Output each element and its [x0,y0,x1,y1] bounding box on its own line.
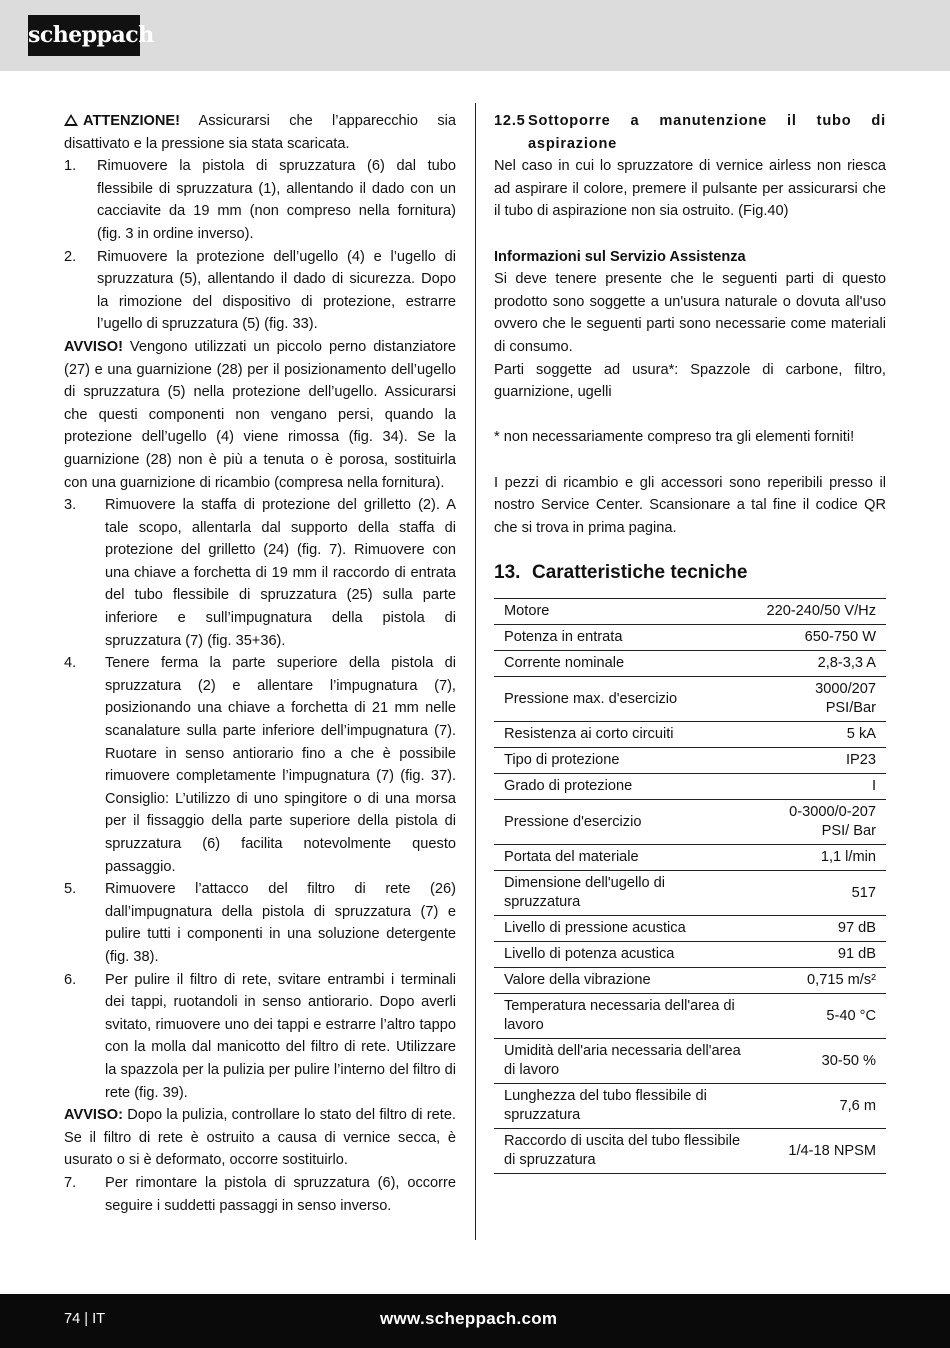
section-12-5-text: Nel caso in cui lo spruzzatore di vernice airless non riesca ad aspirare il colore, premere il pulsante per assicurarsi che il tubo di aspirazione non sia ostruito. (Fig.40) [494,158,886,220]
service-title-text: Informazioni sul Servizio Assistenza [494,248,746,265]
page-footer [0,1294,950,1348]
spec-key: Motore [504,603,550,620]
spec-value: 2,8-3,3 A [817,655,876,672]
step-number: 2. [64,248,77,265]
spec-row [494,845,886,871]
step-text: Rimuovere la staffa di protezione del grilletto (2). A tale scopo, allentarla dal supporto della staffa di protezione del grilletto (24) (fig. 7). Rimuovere con una chiave a forchetta di 19 mm il raccordo di entrata del tubo flessibile di spruzzatura (25) sulla parte inferiore e sull’impugnatura della pistola di spruzzatura (7) (fig. 35+36). [105,497,456,649]
spec-value: 7,6 m [839,1097,876,1114]
spec-key: Lunghezza del tubo flessibile di spruzzatura [504,1088,707,1124]
section-12-5-heading [494,110,886,155]
avviso-paragraph-2 [64,1104,456,1172]
spacer [494,449,886,472]
step-number: 7. [64,1174,77,1191]
spec-value: 650-750 W [804,629,876,646]
spacer [494,404,886,427]
spec-row [494,1129,886,1174]
spec-value: I [871,778,876,795]
step-text: Rimuovere la pistola di spruzzatura (6) dal tubo flessibile di spruzzatura (1), allentando il dado con un cacciavite da 19 mm (non compreso nella fornitura) (fig. 3 in ordine inverso). [97,158,456,242]
right-column [494,110,886,1174]
spec-key: Pressione d'esercizio [504,813,642,830]
spec-row [494,871,886,916]
spacer [494,223,886,246]
spec-row [494,774,886,800]
spec-value: IP23 [845,752,876,769]
spec-value: 220-240/50 V/Hz [766,603,876,620]
footer-url: www.scheppach.com [380,1309,558,1328]
spec-row [494,651,886,677]
section-13-heading [494,561,886,585]
spec-row [494,942,886,968]
step-item [64,1172,456,1217]
steps-list-a [64,155,456,336]
section-title: Sottoporre a manutenzione il tubo di aspirazione [528,113,886,152]
avviso-paragraph-1 [64,336,456,494]
step-text: Rimuovere la protezione dell’ugello (4) e l’ugello di spruzzatura (5), allentando il dado di sicurezza. Dopo la rimozione del dispositivo di protezione, estrarre l’ugello di spruzzatura (5) (fig. 33). [97,248,456,333]
page-header [0,0,950,71]
column-divider [475,103,476,1240]
section-number: 13. [494,562,521,584]
step-number: 4. [64,655,77,672]
step-item [64,878,456,968]
spec-key: Livello di potenza acustica [504,946,675,963]
spec-row [494,677,886,722]
spec-value: 3000/207 PSI/Bar [815,681,876,717]
step-text: Per rimontare la pistola di spruzzatura (6), occorre seguire i suddetti passaggi in senso inverso. [105,1174,456,1214]
step-item [64,155,456,245]
spec-key: Temperatura necessaria dell'area di lavoro [504,998,735,1034]
spec-value: 5-40 °C [826,1007,876,1024]
warning-text: Assicurarsi che l’apparecchio sia disattivato e la pressione sia stata scaricata. [64,113,456,152]
step-text: Tenere ferma la parte superiore della pistola di spruzzatura (2) e allentare l’impugnatura (7), posizionando una chiave a forchetta di 21 mm nelle scanalature sulla parte inferiore dell’impugnatura (7). Ruotare in senso antiorario fino a che è possibile rimuovere completamente l’impugnatura (7) (fig. 37). Consiglio: L’utilizzo di uno spingitore o di una morsa per il fissaggio della parte superiore della pistola di spruzzatura (6) facilita notevolmente questo passaggio. [105,655,456,875]
spec-key: Resistenza ai corto circuiti [504,726,674,743]
spec-row [494,722,886,748]
spec-row [494,800,886,845]
warning-paragraph [64,110,456,155]
step-item [64,494,456,652]
avviso-label: AVVISO! [64,338,123,355]
spec-row [494,1084,886,1129]
spec-value: 0,715 m/s² [807,972,876,989]
step-item [64,652,456,878]
step-text: Rimuovere l’attacco del filtro di rete (26) dall’impugnatura della pistola di spruzzatura (7) e pulire tutti i componenti in una soluzione detergente (fig. 38). [105,881,456,965]
spec-table [494,598,886,1174]
spec-value: 517 [851,884,876,901]
spec-key: Corrente nominale [504,655,625,672]
spec-row [494,968,886,994]
step-number: 3. [64,497,77,514]
spec-key: Portata del materiale [504,849,639,866]
spec-row [494,625,886,651]
steps-list-b [64,494,456,1104]
service-text-2: Parti soggette ad usura*: Spazzole di carbone, filtro, guarnizione, ugelli [494,361,886,401]
spec-key: Grado di protezione [504,778,633,795]
scheppach-logo: scheppach [28,15,140,56]
spec-value: 91 dB [837,946,876,963]
spec-row [494,748,886,774]
warning-triangle-icon [64,114,78,126]
spec-row [494,994,886,1039]
spec-key: Pressione max. d'esercizio [504,690,678,707]
spec-key: Dimensione dell'ugello di spruzzatura [504,875,665,911]
spec-key: Tipo di protezione [504,752,620,769]
page-number: 74 | IT [64,1311,106,1327]
spec-value: 0-3000/0-207 PSI/ Bar [789,804,876,840]
service-text-3: I pezzi di ricambio e gli accessori sono reperibili presso il nostro Service Center. Scansionare a tal fine il codice QR che si trova in prima pagina. [494,474,886,536]
spec-value: 5 kA [846,726,876,743]
spec-value: 1,1 l/min [820,849,876,866]
service-title [494,246,886,269]
spec-value: 97 dB [837,920,876,937]
avviso-text: Dopo la pulizia, controllare lo stato del filtro di rete. Se il filtro di rete è ostruito a causa di vernice secca, è usurato o si è deformato, occorre sostituirlo. [64,1107,456,1169]
spec-value: 1/4-18 NPSM [788,1142,876,1159]
section-title: Caratteristiche tecniche [532,562,748,584]
avviso-label: AVVISO: [64,1107,123,1124]
spec-key: Valore della vibrazione [504,972,651,989]
spec-value: 30-50 % [821,1052,876,1069]
spec-key: Umidità dell'aria necessaria dell'area di lavoro [504,1043,741,1079]
spec-row [494,1039,886,1084]
spec-key: Livello di pressione acustica [504,920,686,937]
spec-key: Raccordo di uscita del tubo flessibile di spruzzatura [504,1133,741,1169]
steps-list-c [64,1172,456,1217]
step-number: 5. [64,881,77,898]
warning-label: ATTENZIONE! [83,113,181,129]
step-number: 1. [64,158,77,175]
step-number: 6. [64,971,77,988]
spec-key: Potenza in entrata [504,629,623,646]
avviso-text: Vengono utilizzati un piccolo perno distanziatore (27) e una guarnizione (28) per il posizionamento dell’ugello di spruzzatura (5) nella protezione dell’ugello. Assicurarsi che questi componenti non vengano persi, quando la protezione dell’ugello (4) viene rimossa (fig. 34). Se la guarnizione (28) non è più a tenuta o è porosa, sostituirla con una guarnizione di ricambio (compresa nella fornitura). [64,338,456,491]
left-column [64,110,456,1217]
service-text-1: Si deve tenere presente che le seguenti parti di questo prodotto sono soggette a un'usura naturale o dovuta all'uso ovvero che le seguenti parti sono necessarie come materiali di consumo. [494,271,886,355]
service-note: * non necessariamente compreso tra gli elementi forniti! [494,429,855,446]
spec-row [494,599,886,625]
step-item [64,246,456,336]
step-text: Per pulire il filtro di rete, svitare entrambi i terminali dei tappi, ruotandoli in senso antiorario. Dopo averli svitato, rimuovere uno dei tappi e estrarre l’altro tappo con la molla dal manicotto del filtro di rete. Utilizzare la spazzola per la pulizia per pulire l’interno del filtro di rete (fig. 39). [105,971,456,1101]
step-item [64,969,456,1105]
spec-row [494,916,886,942]
section-number: 12.5 [494,113,526,129]
